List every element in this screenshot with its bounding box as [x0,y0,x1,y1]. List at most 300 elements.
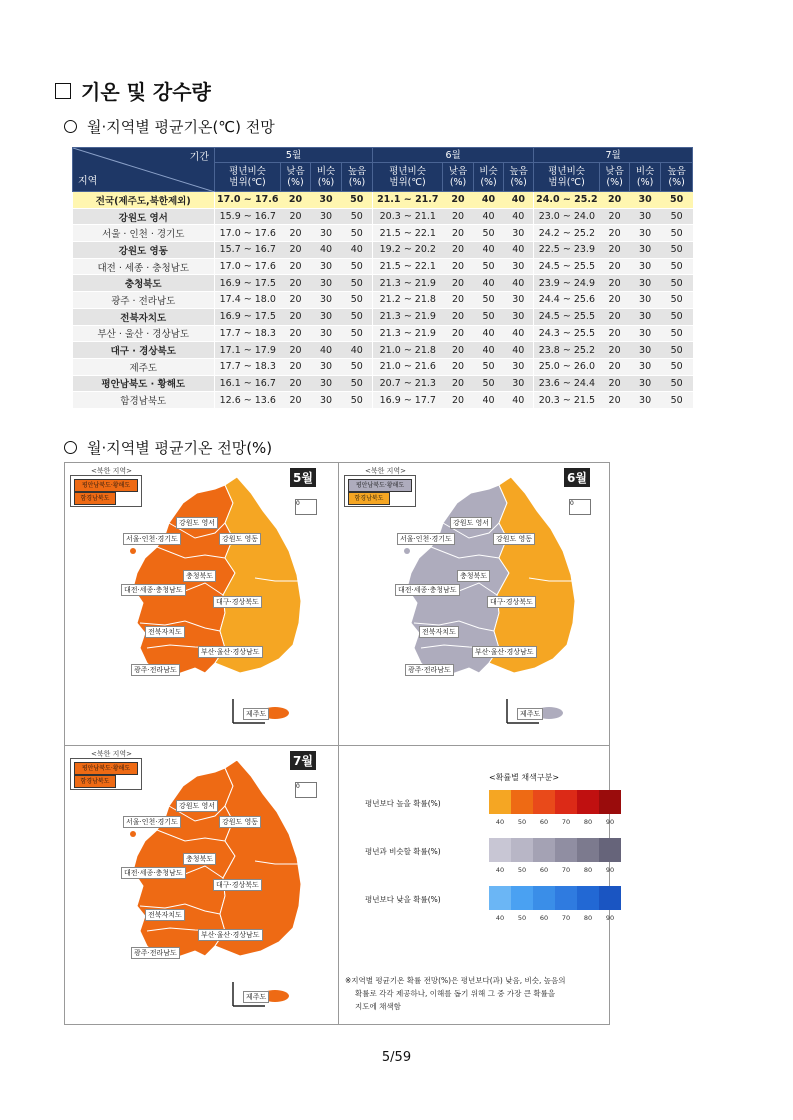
region-label: 강원도 영서 [176,517,218,529]
table-corner-header [73,148,215,192]
legend-tick: 70 [561,914,571,922]
percent-cell: 40 [504,192,534,209]
subheader-cell [534,163,600,192]
legend-tick: 90 [605,818,615,826]
corner-period-label: 기간 [189,152,209,163]
region-label: 부산·울산·경상남도 [472,646,537,658]
percent-cell: 50 [661,258,693,275]
legend-tick: 40 [495,914,505,922]
subheader-top: 평년비슷 [389,166,426,177]
legend-swatch [511,790,533,814]
region-label: 대구·경상북도 [213,879,262,891]
table-row [73,192,693,209]
table-row [73,275,693,292]
percent-cell: 30 [311,275,342,292]
percent-cell: 50 [661,342,693,359]
legend-note-line: ※지역별 평균기온 확률 전망(%)은 평년보다(과) 낮음, 비슷, 높음의 [345,976,566,985]
region-label: 대구·경상북도 [213,596,262,608]
percent-cell: 20 [600,342,630,359]
region-label: 충청북도 [457,570,490,582]
subheading-maps [64,437,272,458]
percent-cell: 50 [342,325,373,342]
percent-cell: 30 [311,392,342,409]
percent-cell: 30 [311,208,342,225]
legend-swatch [599,886,621,910]
legend-tick: 60 [539,866,549,874]
legend-tick: 80 [583,818,593,826]
percent-cell: 40 [504,208,534,225]
subheader-bottom: 범위(℃) [548,177,585,188]
range-cell: 15.9 ~ 16.7 [215,208,281,225]
percent-cell: 40 [474,392,504,409]
subheader-cell [661,163,693,192]
region-cell: 강원도 영서 [73,208,215,225]
table-body [73,192,693,409]
percent-cell: 30 [311,325,342,342]
percent-cell: 50 [661,308,693,325]
north-korea-item: 함경남북도 [74,492,116,505]
percent-cell: 30 [630,308,661,325]
percent-cell: 20 [600,308,630,325]
subheader-top: 평년비슷 [548,166,585,177]
percent-cell: 30 [504,375,534,392]
region-label: 서울·인천·경기도 [123,816,181,828]
north-korea-item: 평안남북도·황해도 [74,762,138,775]
subheader-cell [474,163,504,192]
percent-cell: 30 [630,275,661,292]
region-label: 대전·세종·충청남도 [121,867,186,879]
percent-cell: 20 [600,325,630,342]
legend-swatch [555,886,577,910]
subheader-top: 낮음 [605,166,624,177]
range-cell: 17.7 ~ 18.3 [215,325,281,342]
percent-cell: 50 [661,375,693,392]
percent-cell: 40 [504,392,534,409]
range-cell: 12.6 ~ 13.6 [215,392,281,409]
percent-cell: 30 [311,258,342,275]
range-cell: 21.0 ~ 21.6 [373,358,443,375]
subheader-bottom: (%) [510,177,527,188]
north-korea-box [344,475,416,507]
range-cell: 17.7 ~ 18.3 [215,358,281,375]
table-row [73,292,693,309]
scale-box: 0 [295,499,317,515]
percent-cell: 30 [630,242,661,259]
subheading-table-text: 월·지역별 평균기온(℃) 전망 [87,118,275,136]
percent-cell: 50 [474,225,504,242]
range-cell: 16.9 ~ 17.7 [373,392,443,409]
percent-cell: 20 [600,275,630,292]
percent-cell: 30 [311,225,342,242]
region-label: 부산·울산·경상남도 [198,646,263,658]
north-korea-title: <북한 지역> [91,750,133,758]
region-cell: 대전 · 세종 · 충청남도 [73,258,215,275]
subheader-top: 높음 [667,166,686,177]
legend-tick: 70 [561,818,571,826]
subheader-cell [281,163,311,192]
percent-cell: 20 [281,292,311,309]
subheader-bottom: (%) [606,177,623,188]
subheader-cell [342,163,373,192]
legend-swatch [489,838,511,862]
circle-bullet-icon [64,441,77,454]
section-heading-text: 기온 및 강수량 [81,80,211,104]
subheader-bottom: (%) [287,177,304,188]
legend-swatch [577,790,599,814]
table-row [73,325,693,342]
range-cell: 23.0 ~ 24.0 [534,208,600,225]
region-cell: 대구 · 경상북도 [73,342,215,359]
percent-cell: 20 [443,275,474,292]
region-label: 대전·세종·충청남도 [395,584,460,596]
percent-cell: 20 [281,192,311,209]
north-korea-item: 평안남북도·황해도 [74,479,138,492]
percent-cell: 50 [342,225,373,242]
subheader-top: 비슷 [479,166,498,177]
range-cell: 17.0 ~ 17.6 [215,258,281,275]
percent-cell: 20 [281,342,311,359]
percent-cell: 40 [474,192,504,209]
legend-tick: 80 [583,914,593,922]
percent-cell: 20 [443,392,474,409]
percent-cell: 30 [504,292,534,309]
subheader-bottom: 범위(℃) [389,177,426,188]
subheader-cell [311,163,342,192]
percent-cell: 20 [443,192,474,209]
north-korea-box [70,475,142,507]
subheader-top: 비슷 [316,166,336,177]
region-cell: 충청북도 [73,275,215,292]
region-label-jeju: 제주도 [243,991,269,1003]
percent-cell: 30 [311,308,342,325]
region-label-jeju: 제주도 [517,708,543,720]
percent-cell: 20 [600,225,630,242]
percent-cell: 50 [661,325,693,342]
range-cell: 20.3 ~ 21.1 [373,208,443,225]
range-cell: 16.9 ~ 17.5 [215,275,281,292]
range-cell: 24.0 ~ 25.2 [534,192,600,209]
percent-cell: 50 [342,375,373,392]
percent-cell: 40 [342,342,373,359]
range-cell: 23.9 ~ 24.9 [534,275,600,292]
percent-cell: 50 [342,275,373,292]
percent-cell: 30 [630,208,661,225]
range-cell: 21.3 ~ 21.9 [373,308,443,325]
north-korea-item: 평안남북도·황해도 [348,479,412,492]
percent-cell: 50 [474,308,504,325]
subheader-cell [215,163,281,192]
map-panel-may [65,463,337,744]
table-row [73,392,693,409]
percent-cell: 20 [281,358,311,375]
percent-cell: 20 [600,208,630,225]
legend-swatch [489,886,511,910]
table-row [73,225,693,242]
temperature-table [72,147,693,409]
percent-cell: 20 [443,375,474,392]
percent-cell: 20 [281,308,311,325]
range-cell: 17.0 ~ 17.6 [215,192,281,209]
legend-swatch [577,838,599,862]
region-label: 강원도 영동 [493,533,535,545]
legend-tick: 40 [495,866,505,874]
percent-cell: 20 [600,192,630,209]
month-header-june: 6월 [373,148,534,163]
percent-cell: 20 [443,225,474,242]
percent-cell: 20 [281,242,311,259]
percent-cell: 20 [443,358,474,375]
percent-cell: 30 [311,292,342,309]
north-korea-item: 함경남북도 [74,775,116,788]
region-label: 서울·인천·경기도 [123,533,181,545]
percent-cell: 30 [630,258,661,275]
percent-cell: 40 [311,342,342,359]
percent-cell: 40 [311,242,342,259]
subheader-bottom: (%) [636,177,654,188]
range-cell: 16.1 ~ 16.7 [215,375,281,392]
legend-swatch [555,838,577,862]
percent-cell: 50 [474,292,504,309]
percent-cell: 30 [630,358,661,375]
percent-cell: 30 [504,358,534,375]
maps-figure [64,462,615,1025]
percent-cell: 50 [661,392,693,409]
range-cell: 24.5 ~ 25.5 [534,308,600,325]
range-cell: 24.2 ~ 25.2 [534,225,600,242]
region-cell: 부산 · 울산 · 경상남도 [73,325,215,342]
legend-swatch [555,790,577,814]
region-label: 충청북도 [183,853,216,865]
region-label: 강원도 영동 [219,533,261,545]
subheading-table [64,116,275,137]
region-label: 전북자치도 [419,626,459,638]
legend-note-line: 지도에 채색함 [355,1002,401,1011]
subheader-top: 낮음 [448,166,468,177]
percent-cell: 30 [630,375,661,392]
range-cell: 20.7 ~ 21.3 [373,375,443,392]
north-korea-title: <북한 지역> [365,467,407,475]
legend-tick: 80 [583,866,593,874]
percent-cell: 50 [474,258,504,275]
subheader-cell [443,163,474,192]
percent-cell: 30 [630,292,661,309]
subheader-cell [504,163,534,192]
percent-cell: 20 [281,392,311,409]
month-header-may: 5월 [215,148,373,163]
region-cell: 함경남북도 [73,392,215,409]
region-label: 강원도 영서 [450,517,492,529]
percent-cell: 50 [342,308,373,325]
range-cell: 25.0 ~ 26.0 [534,358,600,375]
percent-cell: 50 [661,358,693,375]
subheader-bottom: 범위(℃) [229,177,266,188]
region-label: 대전·세종·충청남도 [121,584,186,596]
legend-tick: 50 [517,818,527,826]
region-label: 광주·전라남도 [131,947,180,959]
subheading-maps-text: 월·지역별 평균기온 전망(%) [87,439,273,457]
subheader-bottom: (%) [449,177,467,188]
table-row [73,358,693,375]
legend-title: <확률별 채색구분> [489,773,560,782]
percent-cell: 50 [342,192,373,209]
range-cell: 21.3 ~ 21.9 [373,325,443,342]
range-cell: 17.1 ~ 17.9 [215,342,281,359]
percent-cell: 20 [281,258,311,275]
legend-swatch [511,886,533,910]
corner-region-label: 지역 [78,176,98,187]
region-cell: 제주도 [73,358,215,375]
range-cell: 16.9 ~ 17.5 [215,308,281,325]
percent-cell: 30 [311,358,342,375]
percent-cell: 40 [504,342,534,359]
percent-cell: 20 [443,208,474,225]
legend-swatch [533,886,555,910]
region-cell: 광주 · 전라남도 [73,292,215,309]
table-row [73,375,693,392]
region-label: 광주·전라남도 [405,664,454,676]
table-row [73,308,693,325]
percent-cell: 40 [474,275,504,292]
region-label: 광주·전라남도 [131,664,180,676]
table-row [73,242,693,259]
island-shape [404,548,410,554]
percent-cell: 50 [342,358,373,375]
table-row [73,208,693,225]
month-badge: 7월 [290,751,316,770]
map-panel-june [339,463,611,744]
percent-cell: 40 [474,325,504,342]
subheader-cell [600,163,630,192]
north-korea-item: 함경남북도 [348,492,390,505]
region-label: 전북자치도 [145,909,185,921]
region-label-jeju: 제주도 [243,708,269,720]
range-cell: 23.8 ~ 25.2 [534,342,600,359]
region-label: 대구·경상북도 [487,596,536,608]
percent-cell: 20 [600,258,630,275]
percent-cell: 20 [281,275,311,292]
month-badge: 5월 [290,468,316,487]
percent-cell: 20 [600,392,630,409]
subheader-top: 평년비슷 [229,166,266,177]
legend-swatch [533,790,555,814]
percent-cell: 50 [342,258,373,275]
legend-row-label: 평년보다 낮을 확률(%) [365,895,441,904]
legend-tick: 40 [495,818,505,826]
percent-cell: 50 [661,275,693,292]
scale-box: 0 [295,782,317,798]
percent-cell: 20 [443,342,474,359]
range-cell: 19.2 ~ 20.2 [373,242,443,259]
square-bullet-icon [55,83,71,99]
subheader-bottom: (%) [668,177,685,188]
region-label: 강원도 영서 [176,800,218,812]
percent-cell: 30 [311,192,342,209]
percent-cell: 30 [630,392,661,409]
region-label: 부산·울산·경상남도 [198,929,263,941]
island-shape [130,548,136,554]
percent-cell: 20 [281,225,311,242]
percent-cell: 20 [443,242,474,259]
percent-cell: 50 [661,208,693,225]
region-cell: 서울 · 인천 · 경기도 [73,225,215,242]
range-cell: 15.7 ~ 16.7 [215,242,281,259]
legend-note [345,974,605,1013]
percent-cell: 20 [443,325,474,342]
percent-cell: 20 [443,308,474,325]
percent-cell: 40 [474,342,504,359]
percent-cell: 30 [630,192,661,209]
percent-cell: 20 [600,292,630,309]
table-row [73,342,693,359]
subheader-cell [630,163,661,192]
page-number: 5/59 [381,1050,412,1065]
probability-legend [339,746,615,1024]
percent-cell: 50 [661,192,693,209]
legend-tick: 50 [517,914,527,922]
percent-cell: 40 [474,242,504,259]
month-badge: 6월 [564,468,590,487]
range-cell: 22.5 ~ 23.9 [534,242,600,259]
subheader-top: 비슷 [635,166,655,177]
circle-bullet-icon [64,120,77,133]
island-shape [130,831,136,837]
legend-tick: 60 [539,818,549,826]
legend-tick: 90 [605,914,615,922]
percent-cell: 30 [630,225,661,242]
range-cell: 24.5 ~ 25.5 [534,258,600,275]
percent-cell: 30 [630,342,661,359]
percent-cell: 40 [342,242,373,259]
percent-cell: 20 [443,292,474,309]
legend-swatch [489,790,511,814]
percent-cell: 20 [443,258,474,275]
legend-tick: 50 [517,866,527,874]
range-cell: 23.6 ~ 24.4 [534,375,600,392]
legend-row-label: 평년과 비슷할 확률(%) [365,847,441,856]
region-cell: 전북자치도 [73,308,215,325]
legend-swatch [577,886,599,910]
legend-swatch [511,838,533,862]
legend-swatch [599,790,621,814]
percent-cell: 50 [661,225,693,242]
percent-cell: 30 [504,258,534,275]
percent-cell: 50 [342,292,373,309]
percent-cell: 40 [504,325,534,342]
percent-cell: 50 [661,242,693,259]
legend-tick: 60 [539,914,549,922]
table-row [73,258,693,275]
percent-cell: 50 [342,392,373,409]
percent-cell: 30 [311,375,342,392]
percent-cell: 30 [504,308,534,325]
region-cell: 평안남북도 · 황해도 [73,375,215,392]
region-cell: 전국(제주도,북한제외) [73,192,215,209]
percent-cell: 20 [281,208,311,225]
region-label: 강원도 영동 [219,816,261,828]
percent-cell: 40 [504,242,534,259]
range-cell: 21.1 ~ 21.7 [373,192,443,209]
legend-tick: 90 [605,866,615,874]
range-cell: 17.0 ~ 17.6 [215,225,281,242]
subheader-top: 낮음 [286,166,305,177]
legend-tick: 70 [561,866,571,874]
percent-cell: 40 [504,275,534,292]
section-heading [55,76,211,105]
range-cell: 21.3 ~ 21.9 [373,275,443,292]
percent-cell: 40 [474,208,504,225]
range-cell: 17.4 ~ 18.0 [215,292,281,309]
percent-cell: 50 [474,358,504,375]
